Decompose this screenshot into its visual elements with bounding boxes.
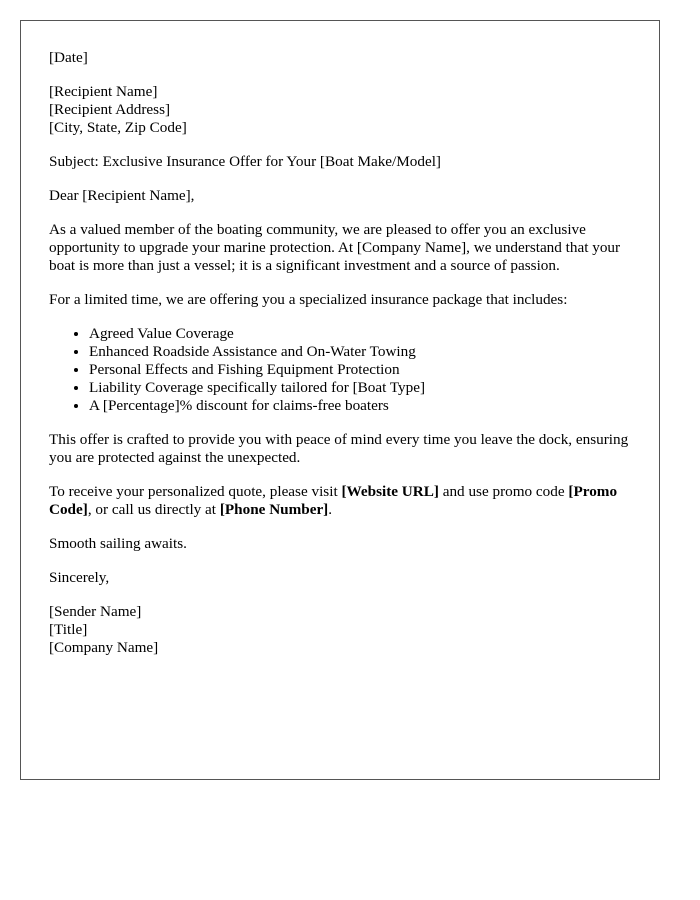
feature-item: • Liability Coverage specifically tailored for [Boat Type] [89, 379, 631, 397]
recipient-address: [Recipient Address] [49, 101, 171, 118]
offer-lead-paragraph: For a limited time, we are offering you a specialized insurance package that includes: [49, 291, 568, 308]
feature-item: • Agreed Value Coverage [89, 325, 631, 343]
sign-off: Sincerely, [49, 569, 110, 586]
recipient-city-state-zip: [City, State, Zip Code] [49, 119, 187, 136]
feature-item: • Enhanced Roadside Assistance and On-Water Towing [89, 343, 631, 361]
features-list [49, 325, 631, 415]
promo-code: [Promo Code] [49, 483, 618, 518]
feature-item: • Personal Effects and Fishing Equipment Protection [89, 361, 631, 379]
phone-number: [Phone Number] [219, 501, 329, 518]
sender-company: [Company Name] [49, 639, 159, 656]
cta-text-1: To receive your personalized quote, please visit [49, 483, 342, 500]
sender-title: [Title] [49, 621, 88, 638]
intro-paragraph: As a valued member of the boating community, we are pleased to offer you an exclusive opportunity to upgrade your marine protection. At [Company Name], we understand that your boat is more than just a vessel; it is a significant investment and a source of passion. [49, 221, 621, 274]
sender-block [49, 603, 631, 657]
letter-subject: Subject: Exclusive Insurance Offer for Your [Boat Make/Model] [49, 153, 441, 170]
peace-of-mind-paragraph: This offer is crafted to provide you with peace of mind every time you leave the dock, ensuring you are protected against the unexpected. [49, 431, 629, 466]
sender-name: [Sender Name] [49, 603, 142, 620]
letter-date: [Date] [49, 49, 88, 66]
cta-text-3: , or call us directly at [87, 501, 220, 518]
feature-item: • A [Percentage]% discount for claims-free boaters [89, 397, 631, 415]
recipient-block [49, 83, 631, 137]
cta-text-4: . [328, 501, 333, 518]
website-url: [Website URL] [341, 483, 439, 500]
letter-salutation: Dear [Recipient Name], [49, 187, 195, 204]
letter-document [20, 20, 660, 780]
cta-paragraph [49, 483, 631, 519]
closing-line: Smooth sailing awaits. [49, 535, 187, 552]
cta-text-2: and use promo code [438, 483, 569, 500]
recipient-name: [Recipient Name] [49, 83, 158, 100]
